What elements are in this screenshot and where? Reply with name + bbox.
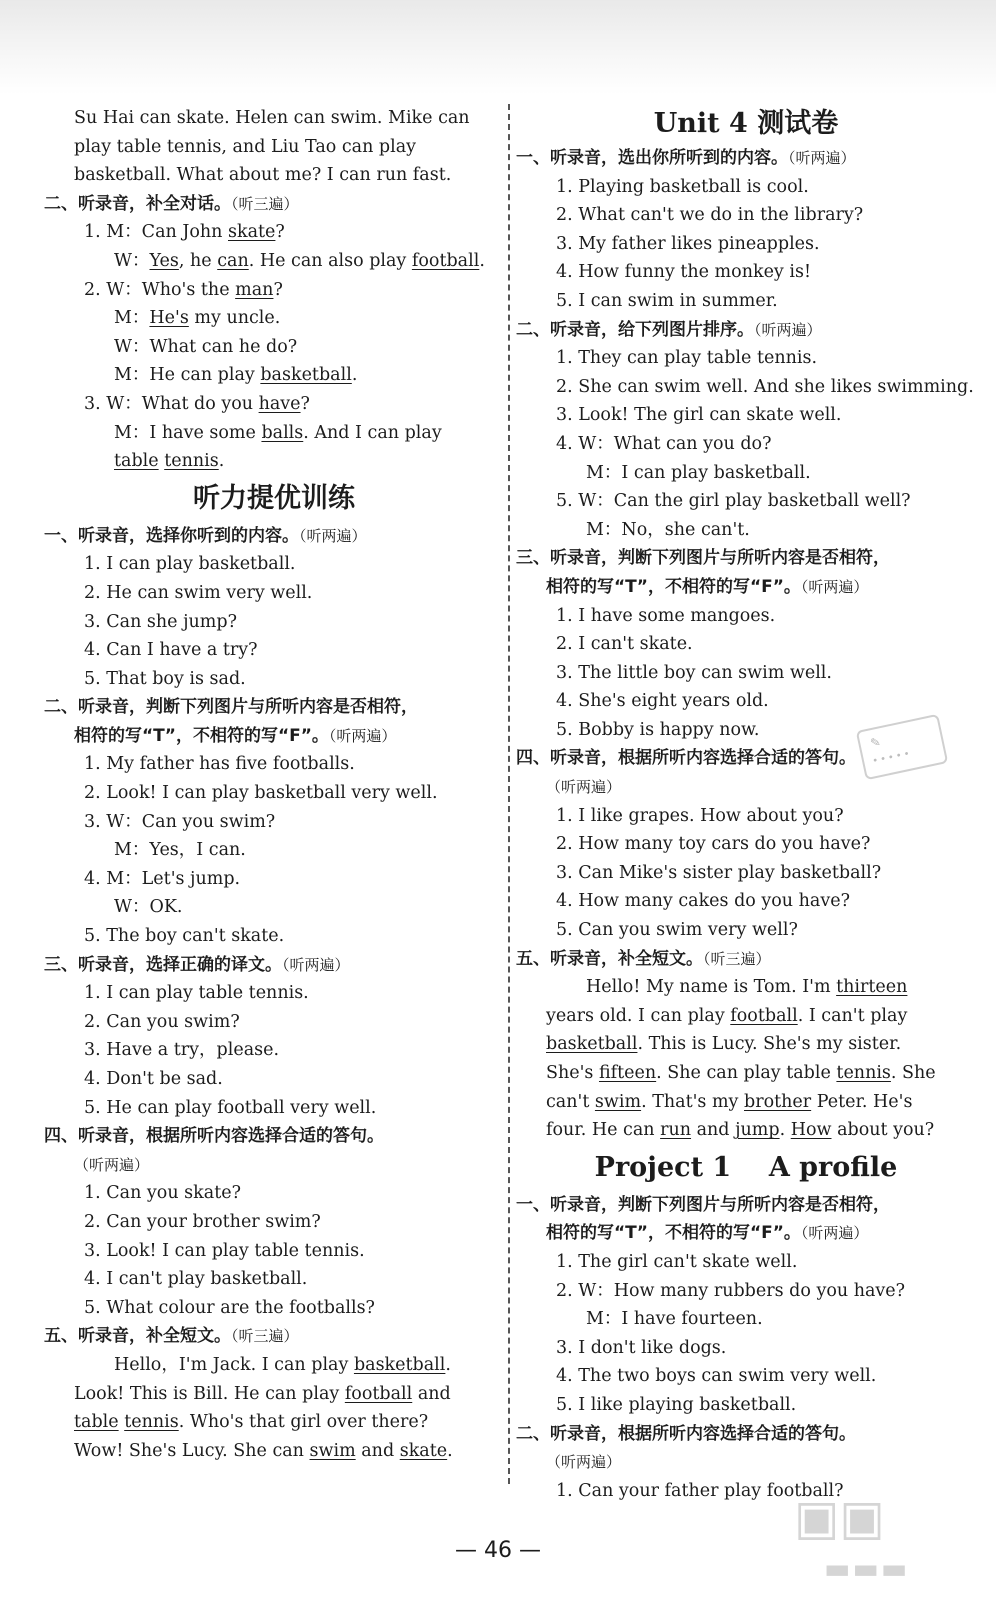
list-item: 3. W：Can you swim?	[84, 811, 276, 832]
section-title: Project 1 A profile	[594, 1151, 898, 1183]
page-number: — 46 —	[455, 1538, 541, 1563]
answer-blank: man	[235, 279, 274, 300]
dialogue-line: W：What can he do?	[114, 336, 298, 357]
list-item: 2. Can your brother swim?	[84, 1211, 321, 1232]
list-item: 3. Can she jump?	[84, 611, 237, 632]
answer-blank: jump	[735, 1120, 780, 1141]
list-item: 1. Can your father play football?	[556, 1480, 844, 1501]
dialogue-line: W：Yes, he can. He can also play football.	[114, 250, 485, 271]
list-item: 1. I like grapes. How about you?	[556, 805, 844, 826]
dialogue-line: 1. M：Can John skate?	[84, 222, 285, 243]
list-item: M：I can play basketball.	[586, 462, 811, 483]
answer-blank: swim	[309, 1440, 356, 1461]
section-title: 听力提优训练	[193, 482, 355, 514]
list-item: 2. What can't we do in the library?	[556, 205, 864, 226]
scan-top-shadow	[0, 0, 996, 95]
passage-line: four. He can run and jump. How about you?	[546, 1120, 935, 1141]
list-item: 5. I can swim in summer.	[556, 290, 778, 311]
list-item: M：I have fourteen.	[586, 1309, 763, 1330]
list-item: 3. My father likes pineapples.	[556, 233, 820, 254]
list-item: 3. Can Mike's sister play basketball?	[556, 862, 882, 883]
answer-blank: football	[344, 1383, 413, 1404]
answer-blank: table	[114, 451, 159, 472]
list-item: 4. W：What can you do?	[556, 433, 772, 454]
right-column	[516, 104, 976, 1505]
left-column	[44, 104, 504, 1465]
intro-line: Su Hai can skate. Helen can swim. Mike can	[74, 108, 470, 128]
list-item: 5. Bobby is happy now.	[556, 719, 760, 740]
answer-blank: fifteen	[598, 1063, 657, 1083]
dialogue-line: M：I have some balls. And I can play	[114, 422, 442, 443]
passage-line: She's fifteen. She can play table tennis. She	[546, 1063, 936, 1083]
list-item: 2. He can swim very well.	[84, 582, 313, 603]
section-note: （听两遍）	[74, 1155, 150, 1174]
list-item: 4. Can I have a try?	[84, 640, 258, 661]
answer-blank: Yes	[149, 250, 179, 271]
answer-blank: tennis	[164, 451, 219, 472]
dialogue-line: 3. W：What do you have?	[84, 393, 310, 414]
list-item: 4. Don't be sad.	[84, 1069, 223, 1089]
list-item: 4. I can't play basketball.	[84, 1269, 308, 1290]
list-item: 4. How many cakes do you have?	[556, 891, 850, 912]
list-item: W：OK.	[114, 897, 183, 918]
section-note: （听两遍）	[546, 778, 622, 797]
list-item: 1. I can play basketball.	[84, 554, 296, 575]
section-title: Unit 4 测试卷	[653, 108, 839, 139]
section-heading-cont: 相符的写“T”，不相符的写“F”。（听两遍）	[546, 576, 869, 597]
section-heading: 一、听录音，选择你听到的内容。（听两遍）	[44, 525, 367, 546]
dialogue-line: 2. W：Who's the man?	[84, 279, 283, 300]
answer-blank: tennis	[124, 1412, 179, 1433]
passage-line: can't swim. That's my brother Peter. He's	[546, 1091, 913, 1112]
intro-line: basketball. What about me? I can run fast.	[74, 165, 452, 186]
passage-line: Look! This is Bill. He can play football and	[74, 1383, 451, 1404]
answer-blank: skate	[399, 1440, 448, 1461]
list-item: 1. Can you skate?	[84, 1183, 241, 1204]
list-item: 1. The girl can't skate well.	[556, 1251, 798, 1272]
section-heading-cont: 相符的写“T”，不相符的写“F”。（听两遍）	[546, 1223, 869, 1244]
list-item: 3. Look! The girl can skate well.	[556, 405, 842, 426]
section-heading: 二、听录音，根据所听内容选择合适的答句。	[516, 1423, 856, 1444]
list-item: 3. Look! I can play table tennis.	[84, 1240, 365, 1261]
passage-line: years old. I can play football. I can't play	[546, 1005, 908, 1026]
section-heading: 一、听录音，判断下列图片与所听内容是否相符，	[516, 1194, 890, 1215]
dialogue-line: table tennis.	[114, 451, 225, 472]
answer-blank: table	[74, 1412, 119, 1433]
list-item: M：Yes，I can.	[114, 840, 246, 861]
list-item: 2. Look! I can play basketball very well.	[84, 783, 438, 804]
list-item: M：No，she can't.	[586, 519, 750, 540]
column-divider	[508, 104, 510, 1484]
list-item: 5. I like playing basketball.	[556, 1394, 797, 1415]
answer-blank: How	[790, 1120, 832, 1141]
section-heading: 二、听录音，判断下列图片与所听内容是否相符，	[44, 697, 418, 718]
answer-blank: tennis	[836, 1063, 891, 1083]
list-item: 4. M：Let's jump.	[84, 868, 241, 889]
passage-line: table tennis. Who's that girl over there?	[74, 1412, 429, 1433]
watermark-logo: ▣▣ ▬▬▬	[794, 1490, 910, 1585]
section-heading: 三、听录音，选择正确的译文。（听两遍）	[44, 954, 350, 975]
answer-blank: can	[217, 250, 249, 271]
list-item: 4. The two boys can swim very well.	[556, 1366, 877, 1387]
list-item: 1. I can play table tennis.	[84, 983, 309, 1004]
section-heading: 三、听录音，判断下列图片与所听内容是否相符，	[516, 548, 890, 569]
list-item: 5. Can you swim very well?	[556, 920, 798, 941]
list-item: 3. I don't like dogs.	[556, 1337, 727, 1358]
list-item: 1. I have some mangoes.	[556, 605, 776, 626]
passage-line: basketball. This is Lucy. She's my sister.	[546, 1034, 902, 1055]
section-heading: 四、听录音，根据所听内容选择合适的答句。	[44, 1126, 384, 1147]
list-item: 5. What colour are the footballs?	[84, 1297, 375, 1318]
list-item: 3. The little boy can swim well.	[556, 662, 832, 683]
list-item: 2. W：How many rubbers do you have?	[556, 1280, 906, 1301]
list-item: 2. She can swim well. And she likes swimming.	[556, 376, 974, 397]
list-item: 1. My father has five footballs.	[84, 754, 355, 775]
answer-blank: have	[258, 393, 301, 414]
answer-blank: He's	[149, 308, 189, 329]
section-heading: 四、听录音，根据所听内容选择合适的答句。	[516, 748, 856, 769]
list-item: 2. Can you swim?	[84, 1011, 240, 1032]
section-heading: 五、听录音，补全短文。（听三遍）	[44, 1326, 299, 1347]
section-heading-cont: 相符的写“T”，不相符的写“F”。（听两遍）	[74, 725, 397, 746]
section-heading: 二、听录音，给下列图片排序。（听两遍）	[516, 319, 822, 340]
answer-blank: basketball	[260, 365, 352, 386]
dialogue-line: M：He can play basketball.	[114, 365, 358, 386]
section-note: （听两遍）	[546, 1453, 622, 1472]
answer-blank: skate	[228, 222, 276, 243]
passage-line: Hello，I'm Jack. I can play basketball.	[114, 1354, 451, 1375]
dialogue-line: M：He's my uncle.	[114, 308, 281, 329]
list-item: 4. How funny the monkey is!	[556, 262, 811, 283]
answer-blank: football	[730, 1005, 798, 1026]
answer-blank: basketball	[546, 1034, 638, 1055]
passage-line: Hello! My name is Tom. I'm thirteen	[586, 977, 908, 998]
answer-blank: run	[660, 1120, 692, 1141]
list-item: 1. Playing basketball is cool.	[556, 176, 809, 197]
list-item: 1. They can play table tennis.	[556, 348, 818, 369]
section-heading: 二、听录音，补全对话。（听三遍）	[44, 193, 299, 214]
answer-blank: football	[411, 250, 480, 271]
list-item: 2. How many toy cars do you have?	[556, 834, 871, 855]
answer-blank: basketball	[353, 1354, 446, 1375]
list-item: 5. W：Can the girl play basketball well?	[556, 491, 911, 512]
section-heading: 一、听录音，选出你所听到的内容。（听两遍）	[516, 148, 856, 168]
answer-blank: balls	[261, 422, 304, 443]
list-item: 4. She's eight years old.	[556, 691, 769, 712]
answer-blank: brother	[744, 1091, 812, 1112]
list-item: 5. He can play football very well.	[84, 1097, 377, 1118]
list-item: 5. The boy can't skate.	[84, 926, 285, 947]
section-heading: 五、听录音，补全短文。（听三遍）	[516, 948, 771, 969]
passage-line: Wow! She's Lucy. She can swim and skate.	[74, 1440, 453, 1461]
intro-line: play table tennis, and Liu Tao can play	[74, 136, 417, 157]
answer-blank: swim	[594, 1091, 642, 1112]
list-item: 5. That boy is sad.	[84, 668, 246, 689]
stamp-mark: ✎ •••••	[856, 714, 949, 780]
list-item: 2. I can't skate.	[556, 634, 693, 655]
answer-blank: thirteen	[836, 977, 908, 998]
list-item: 3. Have a try，please.	[84, 1040, 280, 1061]
